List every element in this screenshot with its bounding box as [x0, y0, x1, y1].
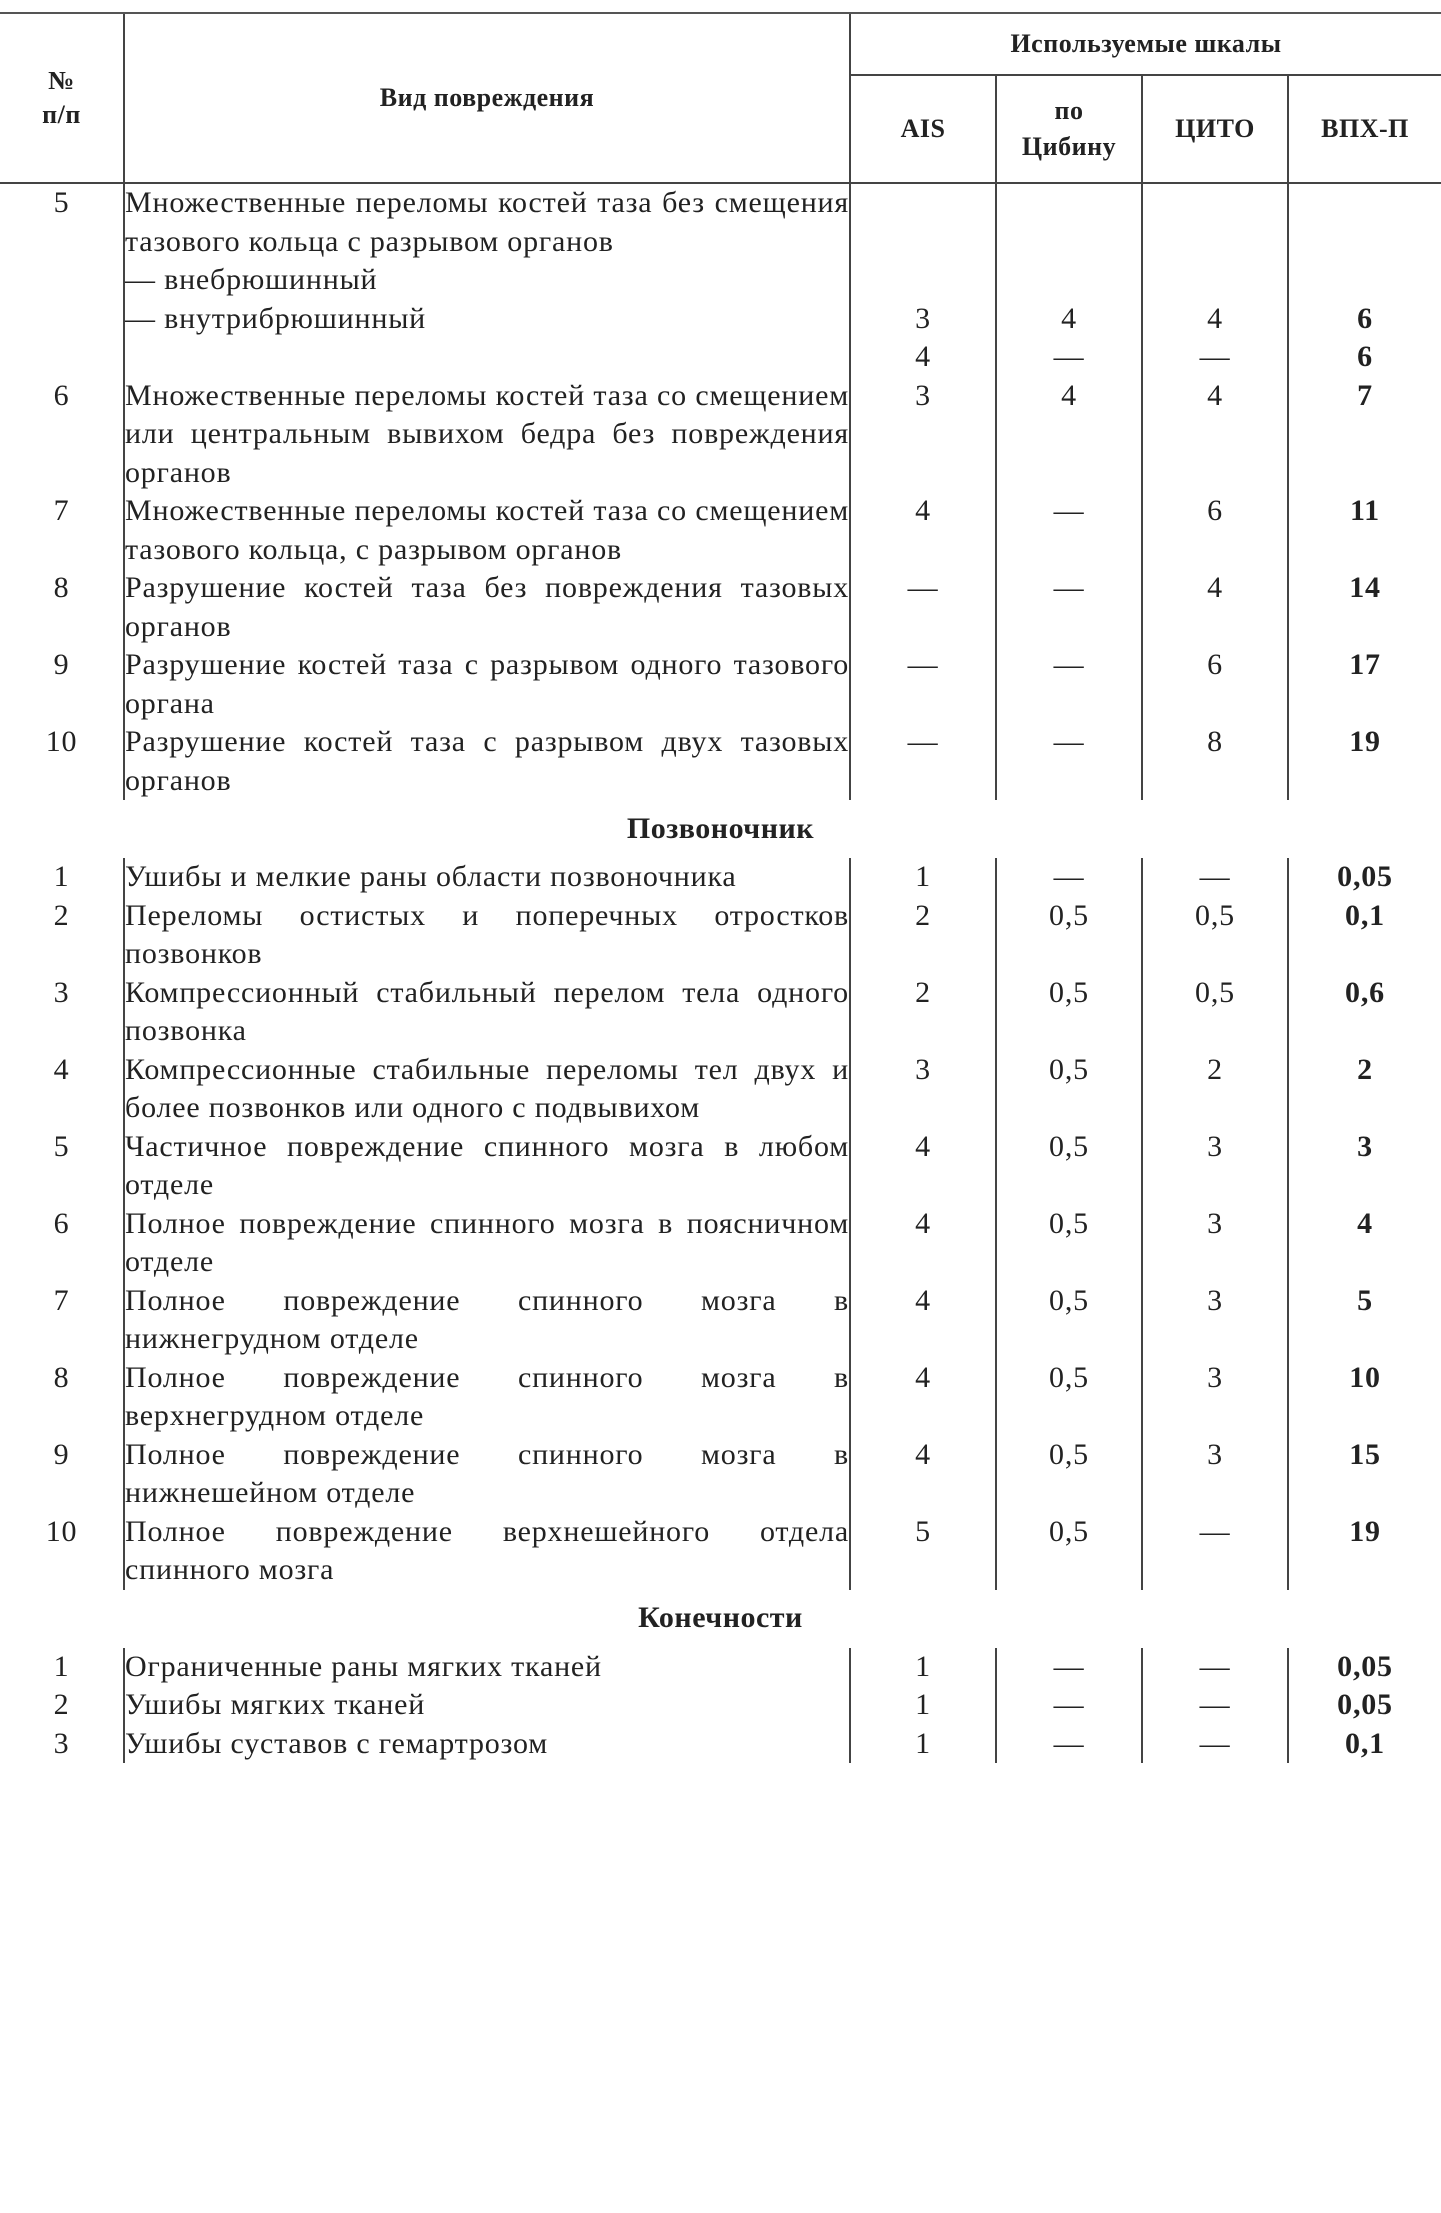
cibin-score: —: [996, 1648, 1142, 1687]
vph-score: 0,6: [1288, 974, 1441, 1051]
cito-score: 6: [1142, 492, 1288, 569]
table-row: [0, 1436, 1441, 1513]
vph-subtype-score: 6: [1357, 301, 1373, 335]
vph-score: 0,05: [1288, 858, 1441, 897]
injury-description: Разрушение костей таза без повреждения тазовых органов: [125, 571, 849, 643]
cito-score: —: [1142, 1648, 1288, 1687]
injury-subtype: — внутрибрюшинный: [125, 301, 427, 335]
injury-description: Множественные переломы костей таза со смещением тазового кольца, с разрывом органов: [125, 494, 849, 566]
injury-description: Полное повреждение спинного мозга в нижнешейном отделе: [125, 1437, 849, 1509]
section-row: [0, 800, 1441, 858]
vph-score: 11: [1288, 492, 1441, 569]
table-row: [0, 897, 1441, 974]
cito-score: 3: [1142, 1436, 1288, 1513]
ais-score: —: [850, 569, 996, 646]
ais-score: 4: [850, 1205, 996, 1282]
row-number: 6: [0, 377, 124, 493]
injury-description: Разрушение костей таза с разрывом одного тазового органа: [125, 648, 849, 720]
cito-score: 3: [1142, 1205, 1288, 1282]
cibin-score: —: [996, 492, 1142, 569]
cibin-score: —: [996, 646, 1142, 723]
cibin-score: 0,5: [996, 974, 1142, 1051]
table-row: [0, 723, 1441, 800]
row-number: 7: [0, 1282, 124, 1359]
section-row: [0, 1590, 1441, 1648]
cito-score: 6: [1142, 646, 1288, 723]
injury-description: Ушибы мягких тканей: [125, 1688, 426, 1721]
injury-description: Полное повреждение спинного мозга в поясничном отделе: [125, 1206, 849, 1278]
ais-subtype-score: 3: [915, 301, 931, 335]
ais-score: 1: [850, 1686, 996, 1725]
ais-score: 4: [850, 1282, 996, 1359]
cito-score: 8: [1142, 723, 1288, 800]
cito-subtype-score: 4: [1207, 301, 1223, 335]
row-number: 1: [0, 1648, 124, 1687]
table-row: [0, 974, 1441, 1051]
header-num-symbol: №: [48, 66, 75, 95]
vph-score: 3: [1288, 1128, 1441, 1205]
cito-score: 4: [1142, 569, 1288, 646]
table-body: [0, 183, 1441, 1763]
vph-score: 4: [1288, 1205, 1441, 1282]
cibin-score: 0,5: [996, 1282, 1142, 1359]
ais-score: 2: [850, 897, 996, 974]
row-number: 6: [0, 1205, 124, 1282]
cibin-score: —: [996, 1725, 1142, 1764]
table-row: [0, 183, 1441, 377]
injury-scales-table: [0, 12, 1441, 1763]
table-row: [0, 858, 1441, 897]
vph-score: 19: [1288, 1513, 1441, 1590]
cito-score: 0,5: [1142, 897, 1288, 974]
vph-score: 19: [1288, 723, 1441, 800]
cibin-score: 0,5: [996, 1436, 1142, 1513]
row-number: 5: [0, 183, 124, 377]
ais-score: 1: [850, 1725, 996, 1764]
cito-score: 3: [1142, 1128, 1288, 1205]
ais-score: —: [850, 723, 996, 800]
injury-description-main: Множественные переломы костей таза без смещения тазового кольца с разрывом органов: [125, 186, 849, 258]
table-row: [0, 1282, 1441, 1359]
vph-score: 0,05: [1288, 1648, 1441, 1687]
ais-score: 4: [850, 1128, 996, 1205]
header-ais: AIS: [850, 75, 996, 183]
header-cito: ЦИТО: [1142, 75, 1288, 183]
vph-score: 0,1: [1288, 897, 1441, 974]
table-row: [0, 1725, 1441, 1764]
ais-score: 3: [850, 377, 996, 493]
injury-subtype: — внебрюшинный: [125, 263, 378, 296]
cibin-score: —: [996, 569, 1142, 646]
header-cibin: [996, 75, 1142, 183]
cito-score: —: [1142, 1686, 1288, 1725]
cibin-score: 0,5: [996, 897, 1142, 974]
vph-score: 7: [1288, 377, 1441, 493]
table-row: [0, 569, 1441, 646]
table-header: [0, 13, 1441, 183]
vph-score: 15: [1288, 1436, 1441, 1513]
row-number: 10: [0, 1513, 124, 1590]
ais-score: 4: [850, 1436, 996, 1513]
row-number: 3: [0, 1725, 124, 1764]
header-cibin-name: Цибину: [1021, 132, 1117, 161]
row-number: 9: [0, 1436, 124, 1513]
cito-score: —: [1142, 858, 1288, 897]
injury-description: Ушибы и мелкие раны области позвоночника: [125, 860, 737, 893]
cibin-score: 0,5: [996, 1128, 1142, 1205]
cito-score: [1142, 183, 1288, 377]
vph-score: 0,1: [1288, 1725, 1441, 1764]
table-row: [0, 1359, 1441, 1436]
table-row: [0, 1205, 1441, 1282]
section-title-limbs: Конечности: [638, 1601, 803, 1635]
header-vph: ВПХ-П: [1288, 75, 1441, 183]
ais-score: 3: [850, 1051, 996, 1128]
row-number: 2: [0, 897, 124, 974]
cito-score: 3: [1142, 1282, 1288, 1359]
header-num: [0, 14, 124, 183]
vph-score: 14: [1288, 569, 1441, 646]
header-scales-group: Используемые шкалы: [850, 14, 1441, 75]
row-number: 10: [0, 723, 124, 800]
table-row: [0, 1686, 1441, 1725]
vph-score: 10: [1288, 1359, 1441, 1436]
section-title-spine: Позвоночник: [626, 811, 815, 845]
injury-description: Ушибы суставов с гемартрозом: [125, 1726, 549, 1760]
row-number: 5: [0, 1128, 124, 1205]
cito-score: 4: [1142, 377, 1288, 493]
row-number: 7: [0, 492, 124, 569]
ais-score: 2: [850, 974, 996, 1051]
ais-score: [850, 183, 996, 377]
cibin-subtype-score: —: [1053, 340, 1085, 373]
injury-description: Частичное повреждение спинного мозга в любом отделе: [125, 1129, 849, 1201]
injury-description: Полное повреждение спинного мозга в нижнегрудном отделе: [125, 1283, 849, 1355]
table-row: [0, 1513, 1441, 1590]
cibin-score: 0,5: [996, 1051, 1142, 1128]
row-number: 2: [0, 1686, 124, 1725]
row-number: 8: [0, 1359, 124, 1436]
injury-description: Компрессионный стабильный перелом тела одного позвонка: [125, 975, 849, 1047]
cito-score: 2: [1142, 1051, 1288, 1128]
row-number: 8: [0, 569, 124, 646]
vph-subtype-score: 6: [1357, 340, 1373, 373]
row-number: 3: [0, 974, 124, 1051]
table-row: [0, 1648, 1441, 1687]
ais-score: 4: [850, 1359, 996, 1436]
cito-score: —: [1142, 1725, 1288, 1764]
cito-score: 0,5: [1142, 974, 1288, 1051]
vph-score: 5: [1288, 1282, 1441, 1359]
ais-score: 4: [850, 492, 996, 569]
cibin-score: —: [996, 1686, 1142, 1725]
injury-description: [124, 183, 850, 377]
cibin-score: 4: [996, 377, 1142, 493]
cibin-subtype-score: 4: [1061, 301, 1077, 335]
cito-score: 3: [1142, 1359, 1288, 1436]
cibin-score: [996, 183, 1142, 377]
row-number: 9: [0, 646, 124, 723]
vph-score: 17: [1288, 646, 1441, 723]
row-number: 4: [0, 1051, 124, 1128]
table-row: [0, 1128, 1441, 1205]
table-row: [0, 492, 1441, 569]
injury-description: Полное повреждение спинного мозга в верхнегрудном отделе: [125, 1360, 849, 1432]
cibin-score: 0,5: [996, 1513, 1142, 1590]
table-row: [0, 1051, 1441, 1128]
cito-subtype-score: —: [1199, 340, 1231, 373]
cito-score: —: [1142, 1513, 1288, 1590]
injury-description: Ограниченные раны мягких тканей: [125, 1649, 602, 1683]
ais-subtype-score: 4: [915, 340, 931, 373]
cibin-score: —: [996, 723, 1142, 800]
vph-score: [1288, 183, 1441, 377]
header-description: Вид повреждения: [124, 14, 850, 183]
cibin-score: —: [996, 858, 1142, 897]
ais-score: 1: [850, 1648, 996, 1687]
table-row: [0, 377, 1441, 493]
ais-score: 1: [850, 858, 996, 897]
header-num-abbr: п/п: [42, 100, 81, 129]
injury-description: Полное повреждение верхнешейного отдела спинного мозга: [125, 1514, 849, 1586]
vph-score: 0,05: [1288, 1686, 1441, 1725]
injury-description: Множественные переломы костей таза со смещением или центральным вывихом бедра без повреждения органов: [125, 378, 849, 489]
cibin-score: 0,5: [996, 1359, 1142, 1436]
ais-score: —: [850, 646, 996, 723]
injury-description: Разрушение костей таза с разрывом двух тазовых органов: [125, 725, 849, 797]
ais-score: 5: [850, 1513, 996, 1590]
injury-description: Переломы остистых и поперечных отростков позвонков: [125, 898, 849, 970]
cibin-score: 0,5: [996, 1205, 1142, 1282]
header-cibin-po: по: [1054, 96, 1084, 125]
table-row: [0, 646, 1441, 723]
injury-description: Компрессионные стабильные переломы тел двух и более позвонков или одного с подвывихом: [125, 1052, 849, 1124]
row-number: 1: [0, 858, 124, 897]
vph-score: 2: [1288, 1051, 1441, 1128]
